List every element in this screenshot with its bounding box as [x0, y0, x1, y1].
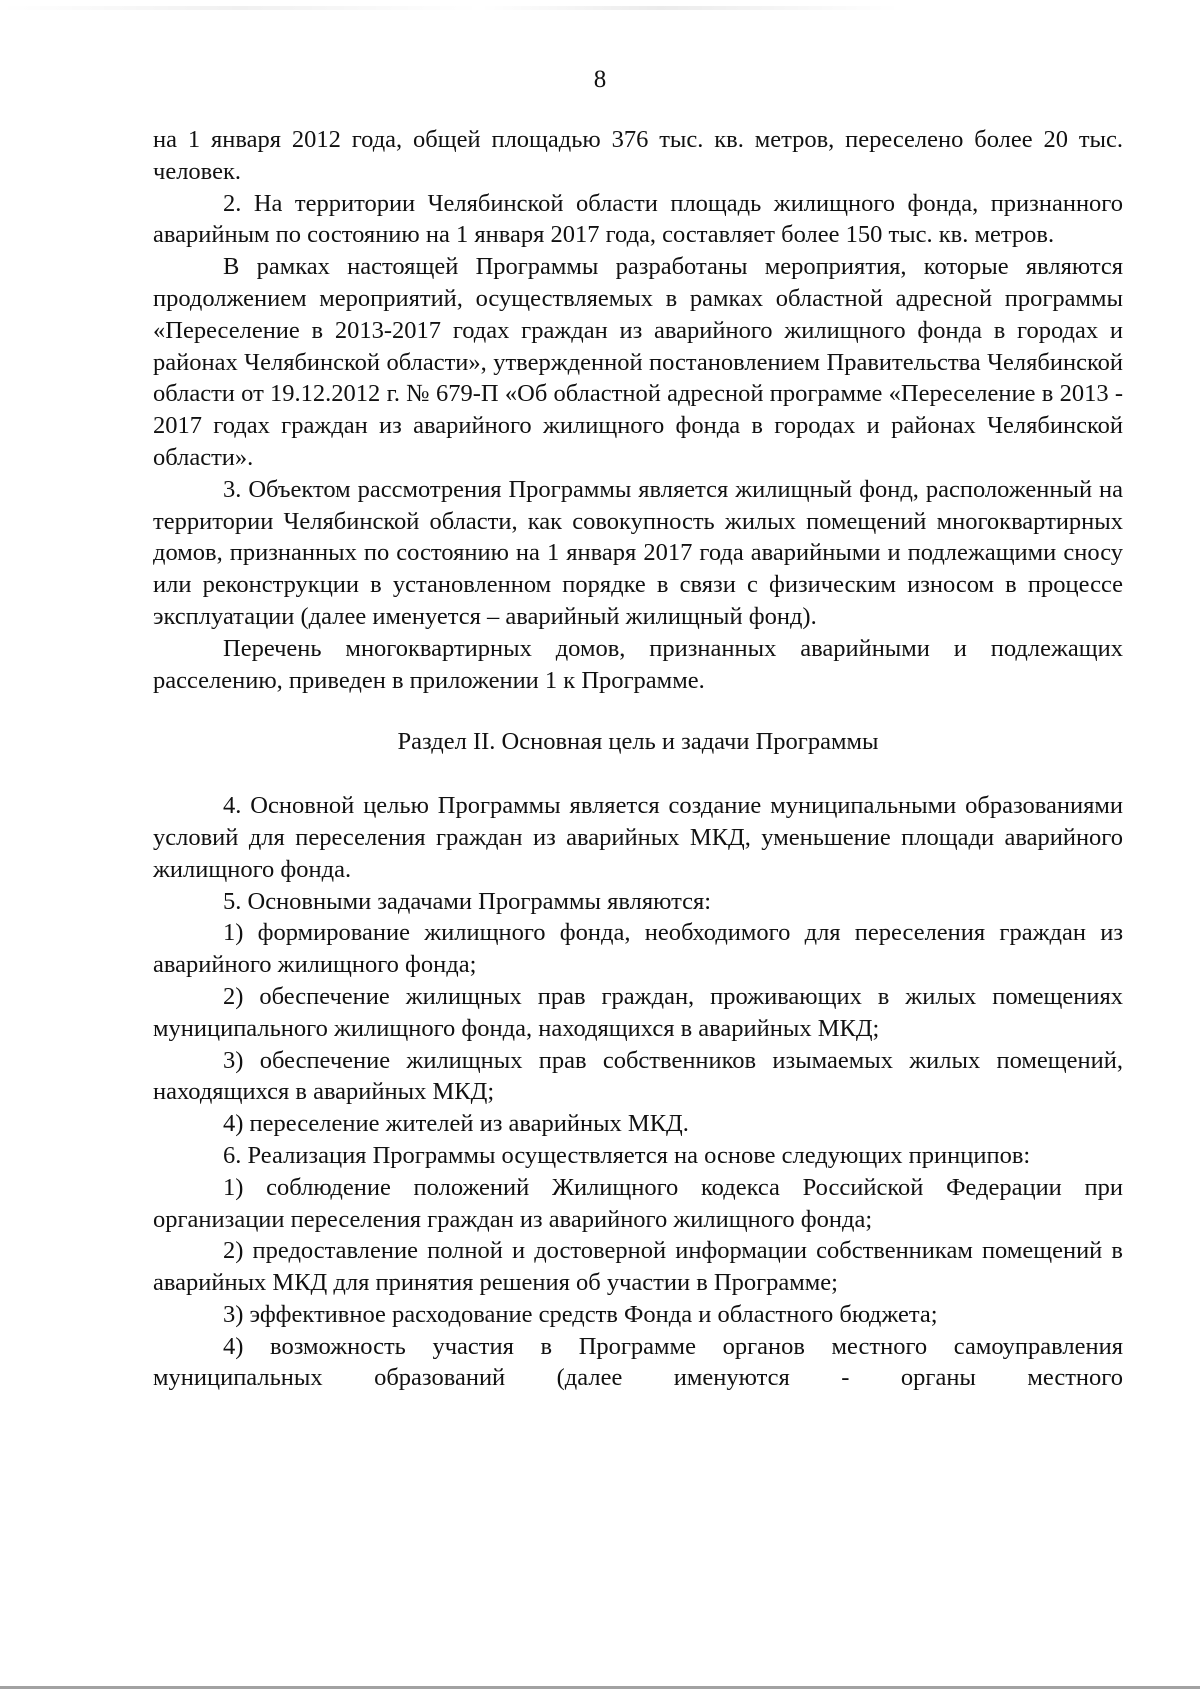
paragraph-task-3: 3) обеспечение жилищных прав собственников изымаемых жилых помещений, находящихся в аварийных МКД; [153, 1046, 1123, 1106]
paragraph-principle-2: 2) предоставление полной и достоверной информации собственникам помещений в аварийных МКД для принятия решения об участии в Программе; [153, 1237, 1123, 1297]
paragraph-1: на 1 января 2012 года, общей площадью 376 тыс. кв. метров, переселено более 20 тыс. человек. [153, 126, 1123, 185]
paragraph-goal: 4. Основной целью Программы является создание муниципальными образованиями условий для переселения граждан из аварийных МКД, уменьшение площади аварийного жилищного фонда. [153, 792, 1123, 883]
paragraph-principles-intro: 6. Реализация Программы осуществляется на основе следующих принципов: [223, 1141, 1031, 1169]
paragraph-2: 2. На территории Челябинской области площадь жилищного фонда, признанного аварийным по состоянию на 1 января 2017 года, составляет более 150 тыс. кв. метров. [153, 189, 1123, 249]
paragraph-principle-1: 1) соблюдение положений Жилищного кодекса Российской Федерации при организации переселения граждан из аварийного жилищного фонда; [153, 1173, 1123, 1233]
paragraph-4: 3. Объектом рассмотрения Программы является жилищный фонд, расположенный на территории Челябинской области, как совокупность жилых помещений многоквартирных домов, признанных по состоянию на 1 января 2017 года аварийными и подлежащими сносу или реконструкции в установленном порядке в связи с физическим износом в процессе эксплуатации (далее именуется – аварийный жилищный фонд). [153, 475, 1123, 630]
paragraph-principle-3: 3) эффективное расходование средств Фонда и областного бюджета; [223, 1300, 938, 1328]
document-body [153, 124, 1123, 1394]
paragraph-task-1: 1) формирование жилищного фонда, необходимого для переселения граждан из аварийного жилищного фонда; [153, 919, 1123, 979]
paragraph-tasks-intro: 5. Основными задачами Программы являются: [223, 887, 712, 915]
paragraph-task-2: 2) обеспечение жилищных прав граждан, проживающих в жилых помещениях муниципального жилищного фонда, находящихся в аварийных МКД; [153, 982, 1123, 1042]
paragraph-principle-4: 4) возможность участия в Программе органов местного самоуправления муниципальных образований (далее именуются - органы местного [153, 1332, 1123, 1392]
paragraph-3: В рамках настоящей Программы разработаны мероприятия, которые являются продолжением мероприятий, осуществляемых в рамках областной адресной программы «Переселение в 2013-2017 годах граждан из аварийного жилищного фонда в городах и районах Челябинской области», утвержденной постановлением Правительства Челябинской области от 19.12.2012 г. № 679-П «Об областной адресной программе «Переселение в 2013 - 2017 годах граждан из аварийного жилищного фонда в городах и районах Челябинской области». [153, 253, 1123, 471]
section-heading: Раздел II. Основная цель и задачи Программы [397, 728, 879, 756]
paragraph-task-4: 4) переселение жителей из аварийных МКД. [223, 1110, 689, 1138]
page-number: 8 [593, 66, 607, 93]
scan-edge-top [0, 6, 1200, 10]
paragraph-5: Перечень многоквартирных домов, признанных аварийными и подлежащих расселению, приведен в приложении 1 к Программе. [153, 634, 1123, 694]
scan-edge-bottom [0, 1686, 1200, 1689]
